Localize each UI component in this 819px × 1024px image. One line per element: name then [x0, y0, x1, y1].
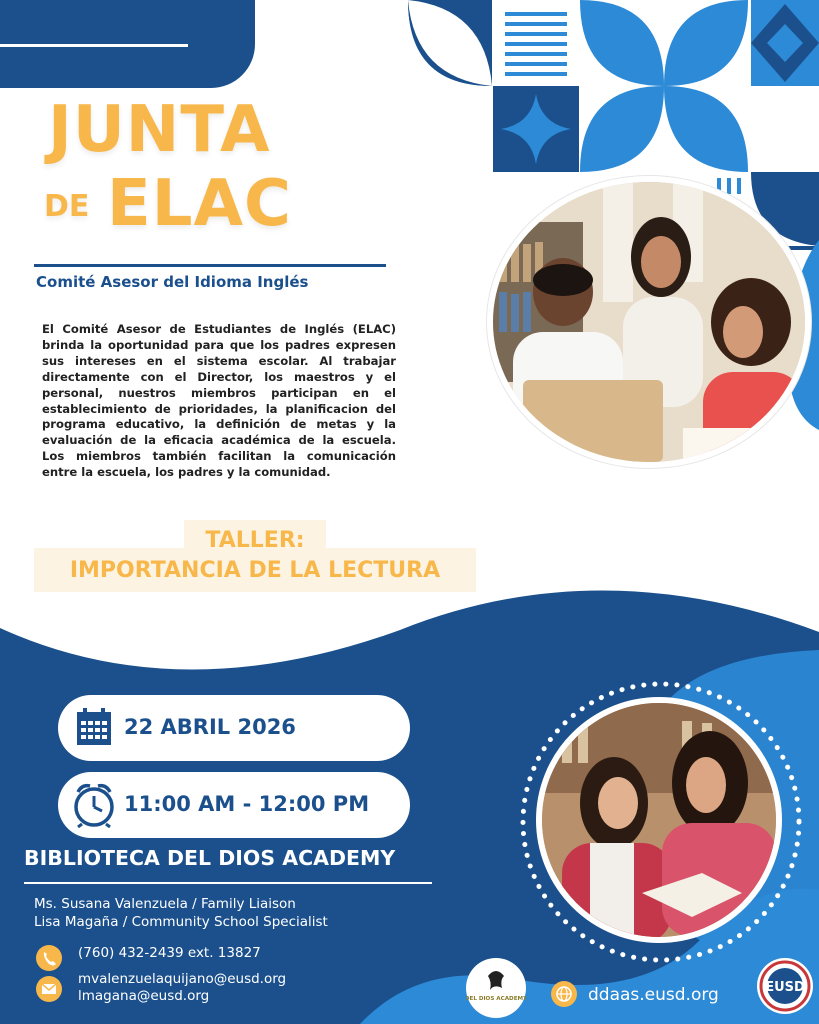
phone-number[interactable]: (760) 432-2439 ext. 13827: [78, 945, 261, 961]
title-junta: JUNTA: [48, 93, 271, 167]
eusd-logo: [757, 958, 813, 1014]
contact-person-2: Lisa Magaña / Community School Specialist: [34, 914, 328, 930]
banner-line: [0, 44, 188, 47]
phone-icon: [36, 945, 62, 971]
subtitle: Comité Asesor del Idioma Inglés: [36, 273, 309, 291]
school-logo-text: DEL DIOS ACADEMY: [466, 996, 526, 1002]
mail-icon: [36, 976, 62, 1002]
contact-person-1: Ms. Susana Valenzuela / Family Liaison: [34, 896, 296, 912]
calendar-icon: [76, 708, 112, 746]
district-logo-text: EUSD: [765, 980, 805, 995]
body-paragraph: El Comité Asesor de Estudiantes de Inglés (ELAC) brinda la oportunidad para que los padres expresen sus intereses en el sistema escolar. Al trabajar directamente con el Director, los maestros y el personal, nuestros miembros participan en el establecimiento de prioridades, la planificacion del programa educativo, la definición de metas y la evaluación de la eficacia académica de la escuela. Los miembros también facilitan la comunicación entre la escuela, los padres y la comunidad.: [42, 322, 396, 480]
workshop-label: TALLER:: [205, 528, 305, 553]
photo-adults-laptop: [487, 176, 811, 468]
venue-rule: [24, 882, 432, 884]
title-elac: ELAC: [107, 167, 292, 241]
photo-mother-daughter-reading: [536, 697, 782, 943]
title-de: DE: [44, 189, 90, 224]
email-link-1[interactable]: mvalenzuelaquijano@eusd.org: [78, 971, 287, 987]
globe-icon: [550, 980, 578, 1008]
workshop-title: IMPORTANCIA DE LA LECTURA: [69, 558, 441, 583]
event-venue: BIBLIOTECA DEL DIOS ACADEMY: [24, 846, 396, 870]
email-link-2[interactable]: lmagana@eusd.org: [78, 988, 210, 1004]
clock-icon: [72, 782, 116, 828]
del-dios-academy-logo: [466, 958, 526, 1018]
subtitle-rule: [34, 264, 386, 267]
event-date: 22 ABRIL 2026: [124, 715, 296, 739]
event-time: 11:00 AM - 12:00 PM: [124, 792, 370, 816]
website-link[interactable]: ddaas.eusd.org: [588, 985, 719, 1005]
